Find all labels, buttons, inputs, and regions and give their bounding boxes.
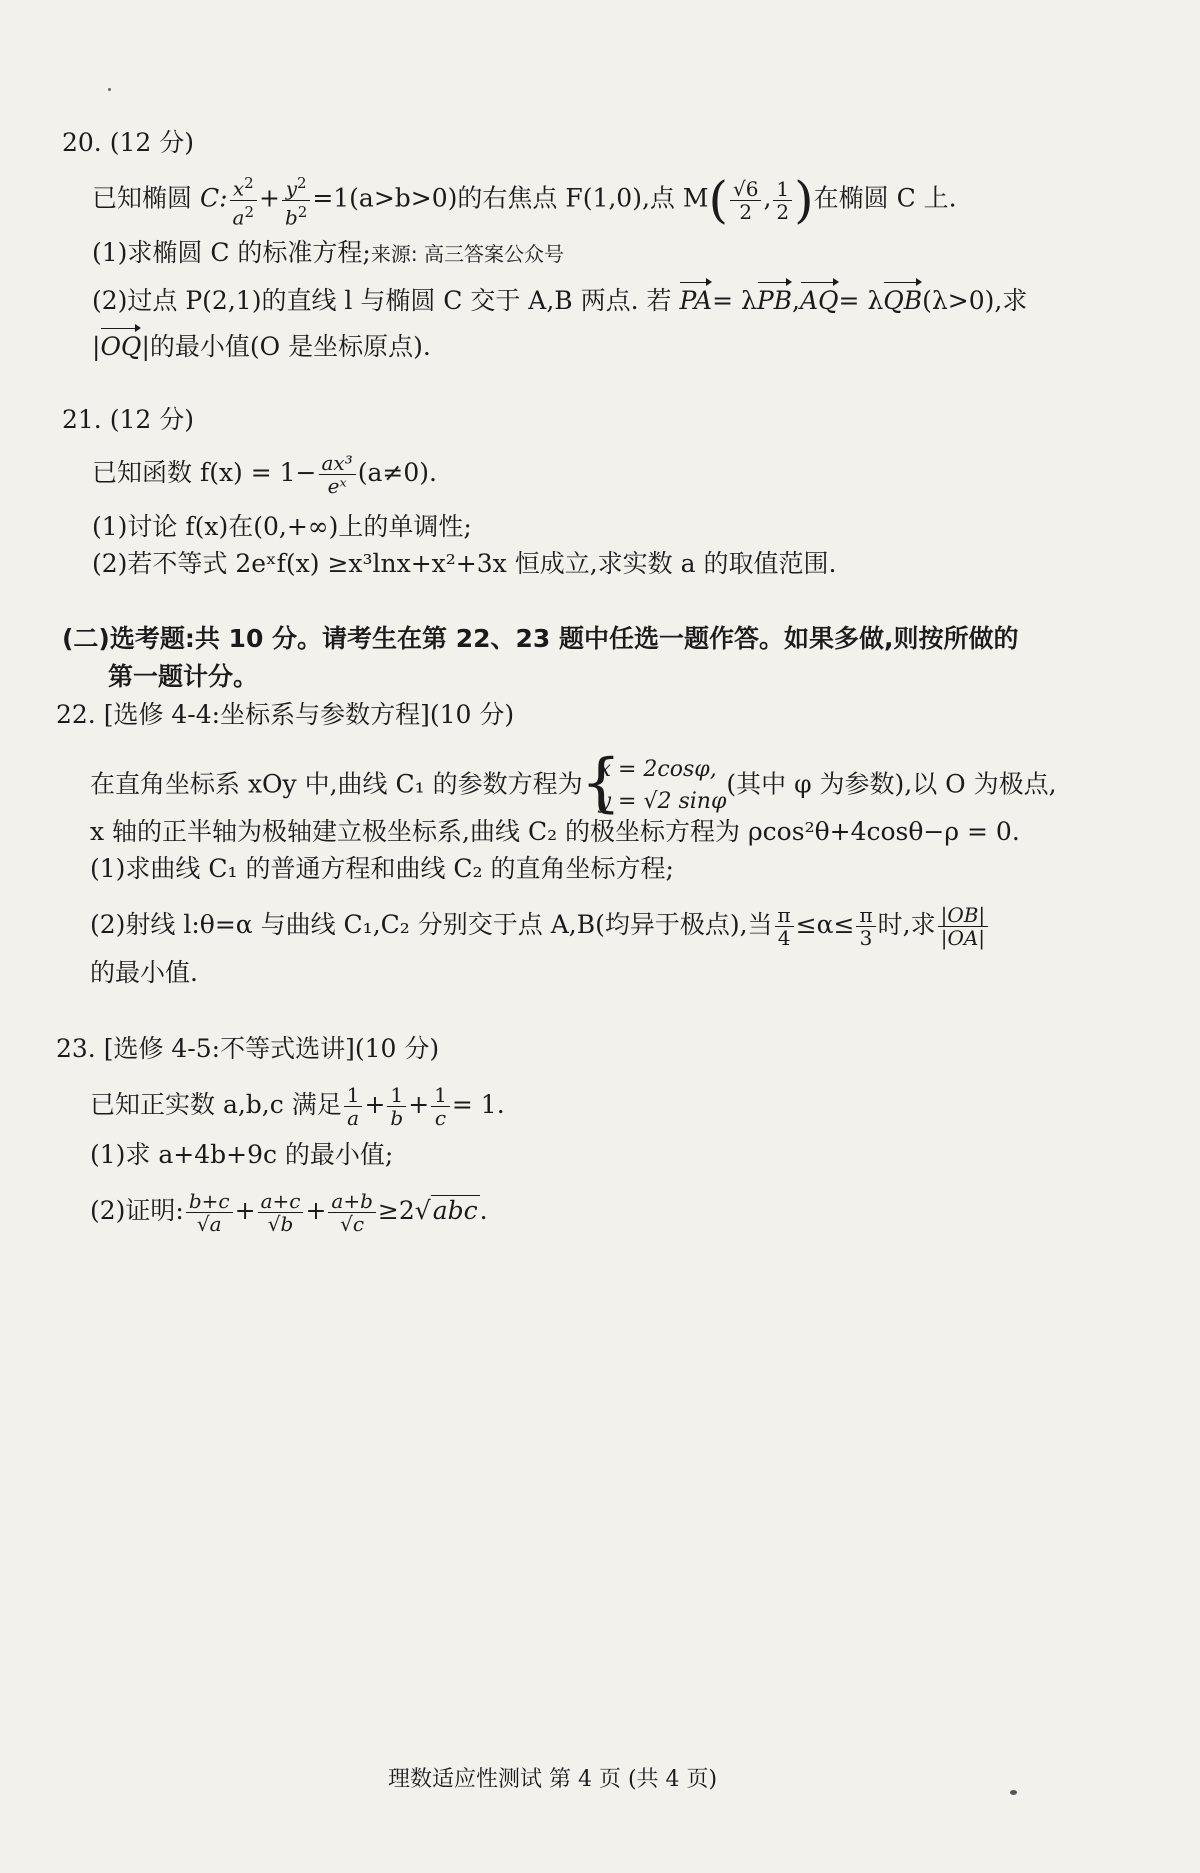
q21-stem-pre: 已知函数 f(x) = 1−: [92, 458, 317, 487]
q20-part1-text: (1)求椭圆 C 的标准方程;: [92, 238, 371, 267]
q21-part2: (2)若不等式 2eˣf(x) ≥x³lnx+x²+3x 恒成立,求实数 a 的取值范围.: [92, 549, 837, 578]
q21-stem-post: (a≠0).: [357, 458, 437, 487]
q22-number: 22. [选修 4-4:坐标系与参数方程](10 分): [56, 700, 515, 729]
q23-eq-one: = 1.: [451, 1090, 505, 1119]
q21-frac: $\frac{\text{ax³}}{\text{eˣ}}$: [319, 452, 356, 497]
q23-stem-pre: 已知正实数 a,b,c 满足: [90, 1090, 342, 1119]
source-note: 来源: 高三答案公众号: [370, 242, 564, 266]
q22-part1: (1)求曲线 C₁ 的普通方程和曲线 C₂ 的直角坐标方程;: [90, 854, 674, 883]
q23-part2-pre: (2)证明:: [90, 1196, 184, 1225]
q23-number: 23. [选修 4-5:不等式选讲](10 分): [56, 1034, 440, 1063]
section-heading-line2: 第一题计分。: [108, 662, 259, 691]
q22-stem-post: (其中 φ 为参数),以 O 为极点,: [726, 769, 1057, 799]
q20-a: a: [232, 205, 245, 230]
q20-frac-y: $\frac{y^2}{b^2}$: [282, 172, 310, 228]
q20-stem-pre: 已知椭圆: [92, 183, 193, 213]
q21-part1: (1)讨论 f(x)在(0,+∞)上的单调性;: [92, 512, 472, 541]
q22-param-system: { x = 2cosφ, y = √2 sinφ: [580, 746, 727, 820]
q23-part2: (2)证明: $\frac{b+c}{√a}$ + $\frac{a+c}{√b}$ + $\frac{a+b}{√c}$ ≥2√abc.: [90, 1189, 488, 1236]
vector-PA: PA: [679, 284, 712, 318]
q22-pi-over-3: $\frac{\pi}{3}$: [856, 904, 875, 949]
q20-c-colon: C:: [199, 183, 228, 213]
q20-eq1: = λ: [712, 286, 757, 315]
q21-number: 21. (12 分): [62, 405, 194, 434]
q23-term1: $\frac{b+c}{√a}$: [186, 1190, 233, 1235]
q20-stem: 已知椭圆 C: $\frac{x^2}{a^2}$ + $\frac{y^2}{b^2}$ =1(a>b>0)的右焦点 F(1,0),点 M( $\frac{√6}{2}$ , $\frac{1}{2}$ )在椭圆 C 上.: [92, 171, 957, 230]
section-heading-line1: (二)选考题:共 10 分。请考生在第 22、23 题中任选一题作答。如果多做,则按所做的: [62, 624, 1019, 653]
q22-when: 时,求: [877, 910, 936, 939]
q20-part2: [92, 284, 1027, 318]
q20-stem-post: 在椭圆 C 上.: [813, 183, 957, 213]
q22-part2-cont: 的最小值.: [90, 958, 198, 987]
q20-eq2: = λ: [838, 286, 884, 315]
q23-ge: ≥2: [377, 1196, 415, 1225]
vector-OQ: OQ: [100, 330, 141, 364]
q20-m-x: $\frac{√6}{2}$: [730, 178, 761, 223]
q23-term3: $\frac{a+b}{√c}$: [328, 1190, 375, 1235]
q23-sqrt-abc: abc: [432, 1196, 478, 1225]
q20-y: y: [285, 176, 298, 201]
scan-speck: [1010, 1790, 1017, 1795]
q22-stem: [90, 746, 1057, 820]
q22-line2: x 轴的正半轴为极轴建立极坐标系,曲线 C₂ 的极坐标方程为 ρcos²θ+4cosθ−ρ = 0.: [90, 817, 1020, 846]
q20-m-y: $\frac{1}{2}$: [773, 178, 792, 223]
q23-part1: (1)求 a+4b+9c 的最小值;: [90, 1140, 394, 1169]
q20-x: x: [232, 176, 245, 201]
q20-part2-c: 的最小值(O 是坐标原点).: [149, 332, 431, 361]
vector-QB: QB: [883, 284, 922, 318]
q22-part2: [90, 904, 990, 949]
q20-eq-rest: =1(a>b>0)的右焦点 F(1,0),点 M: [312, 183, 709, 213]
q20-number: 20. (12 分): [62, 128, 194, 157]
q20-b: b: [284, 205, 298, 230]
q22-ineq: ≤α≤: [795, 910, 855, 939]
scan-speck: [108, 88, 111, 91]
q22-pi-over-4: $\frac{\pi}{4}$: [775, 904, 794, 949]
q23-frac-b: $\frac{1}{b}$: [387, 1084, 406, 1129]
q23-stem: 已知正实数 a,b,c 满足 $\frac{1}{a}$ + $\frac{1}{b}$ + $\frac{1}{c}$ = 1.: [90, 1083, 505, 1130]
vector-PB: PB: [757, 284, 792, 318]
q23-frac-c: $\frac{1}{c}$: [431, 1084, 450, 1129]
page-footer: 理数适应性测试 第 4 页 (共 4 页): [388, 1767, 718, 1792]
q21-stem: [92, 452, 437, 497]
q23-frac-a: $\frac{1}{a}$: [344, 1084, 363, 1129]
q20-comma: ,: [792, 286, 800, 315]
q23-term2: $\frac{a+c}{√b}$: [258, 1190, 304, 1235]
q20-part2-b: (λ>0),求: [922, 286, 1028, 315]
vector-AQ: AQ: [800, 284, 839, 318]
q22-ratio: $\frac{|OB|}{|OA|}$: [938, 904, 989, 949]
q22-stem-pre: 在直角坐标系 xOy 中,曲线 C₁ 的参数方程为: [90, 769, 583, 799]
q20-part2-a: (2)过点 P(2,1)的直线 l 与椭圆 C 交于 A,B 两点. 若: [92, 286, 672, 315]
q20-frac-x: $\frac{x^2}{a^2}$: [230, 172, 257, 228]
q20-part1: [92, 236, 564, 271]
q22-part2-a: (2)射线 l:θ=α 与曲线 C₁,C₂ 分别交于点 A,B(均异于极点),当: [90, 910, 773, 939]
q20-part2-cont: |OQ|的最小值(O 是坐标原点).: [92, 330, 431, 364]
